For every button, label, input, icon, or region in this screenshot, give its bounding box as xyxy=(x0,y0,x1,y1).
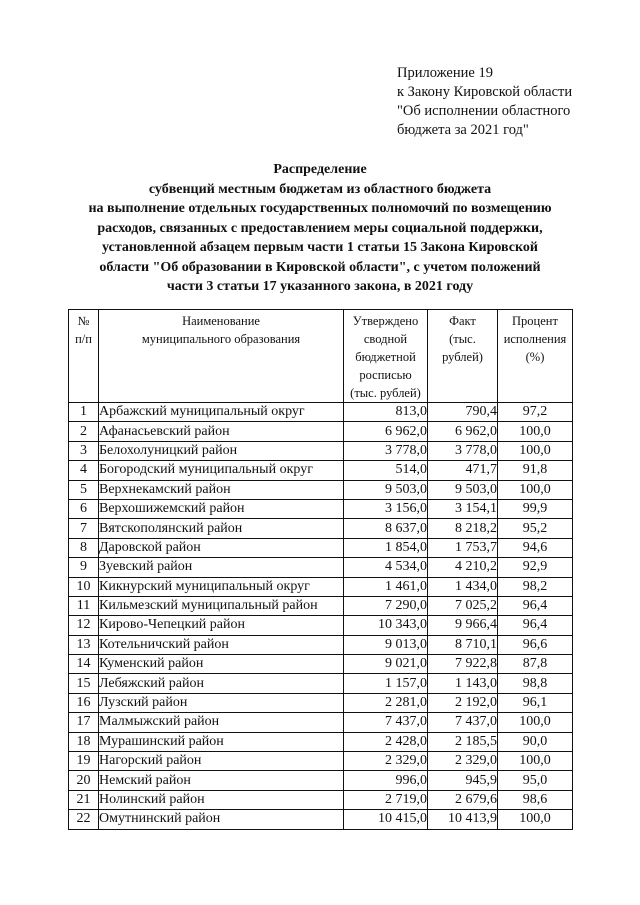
approved-amount: 2 719,0 xyxy=(344,790,428,809)
subvention-table xyxy=(68,309,573,830)
table-row xyxy=(69,403,573,422)
row-number: 13 xyxy=(69,635,99,654)
municipality-name: Вятскополянский район xyxy=(99,519,344,538)
actual-amount: 7 025,2 xyxy=(428,596,498,615)
header-fact: Факт (тыс. рублей) xyxy=(428,310,498,403)
approved-amount: 4 534,0 xyxy=(344,558,428,577)
municipality-name: Кильмезский муниципальный район xyxy=(99,596,344,615)
row-number: 15 xyxy=(69,674,99,693)
execution-percent: 95,2 xyxy=(498,519,573,538)
document-title xyxy=(40,160,600,297)
approved-amount: 996,0 xyxy=(344,771,428,790)
actual-amount: 9 503,0 xyxy=(428,480,498,499)
actual-amount: 6 962,0 xyxy=(428,422,498,441)
approved-amount: 6 962,0 xyxy=(344,422,428,441)
approved-amount: 2 329,0 xyxy=(344,752,428,771)
execution-percent: 92,9 xyxy=(498,558,573,577)
table-row xyxy=(69,655,573,674)
table-row xyxy=(69,810,573,829)
municipality-name: Богородский муниципальный округ xyxy=(99,461,344,480)
row-number: 3 xyxy=(69,441,99,460)
actual-amount: 945,9 xyxy=(428,771,498,790)
table-row xyxy=(69,674,573,693)
actual-amount: 3 154,1 xyxy=(428,499,498,518)
execution-percent: 100,0 xyxy=(498,810,573,829)
row-number: 17 xyxy=(69,713,99,732)
execution-percent: 97,2 xyxy=(498,403,573,422)
row-number: 2 xyxy=(69,422,99,441)
execution-percent: 100,0 xyxy=(498,752,573,771)
execution-percent: 100,0 xyxy=(498,441,573,460)
table-row xyxy=(69,558,573,577)
actual-amount: 7 922,8 xyxy=(428,655,498,674)
title-line: на выполнение отдельных государственных полномочий по возмещению xyxy=(88,201,552,216)
approved-amount: 1 854,0 xyxy=(344,538,428,557)
municipality-name: Даровской район xyxy=(99,538,344,557)
execution-percent: 95,0 xyxy=(498,771,573,790)
execution-percent: 96,4 xyxy=(498,596,573,615)
appendix-line: Приложение 19 xyxy=(397,65,493,81)
approved-amount: 10 415,0 xyxy=(344,810,428,829)
actual-amount: 2 185,5 xyxy=(428,732,498,751)
table-row xyxy=(69,693,573,712)
execution-percent: 100,0 xyxy=(498,480,573,499)
row-number: 19 xyxy=(69,752,99,771)
municipality-name: Арбажский муниципальный округ xyxy=(99,403,344,422)
actual-amount: 10 413,9 xyxy=(428,810,498,829)
table-header-row xyxy=(69,310,573,403)
municipality-name: Куменский район xyxy=(99,655,344,674)
approved-amount: 2 281,0 xyxy=(344,693,428,712)
header-name: Наименование муниципального образования xyxy=(99,310,344,403)
title-line: установленной абзацем первым части 1 статьи 15 Закона Кировской xyxy=(102,240,538,255)
execution-percent: 96,4 xyxy=(498,616,573,635)
appendix-line: к Закону Кировской области xyxy=(397,84,573,100)
title-line: расходов, связанных с предоставлением меры социальной поддержки, xyxy=(97,220,543,236)
execution-percent: 87,8 xyxy=(498,655,573,674)
execution-percent: 98,2 xyxy=(498,577,573,596)
execution-percent: 100,0 xyxy=(498,422,573,441)
approved-amount: 9 021,0 xyxy=(344,655,428,674)
execution-percent: 90,0 xyxy=(498,732,573,751)
approved-amount: 3 156,0 xyxy=(344,499,428,518)
actual-amount: 7 437,0 xyxy=(428,713,498,732)
approved-amount: 1 461,0 xyxy=(344,577,428,596)
appendix-reference xyxy=(397,64,572,140)
row-number: 7 xyxy=(69,519,99,538)
municipality-name: Верхнекамский район xyxy=(99,480,344,499)
approved-amount: 9 503,0 xyxy=(344,480,428,499)
municipality-name: Афанасьевский район xyxy=(99,422,344,441)
row-number: 6 xyxy=(69,499,99,518)
title-line: Распределение xyxy=(273,162,367,177)
execution-percent: 91,8 xyxy=(498,461,573,480)
municipality-name: Нагорский район xyxy=(99,752,344,771)
title-line: субвенций местным бюджетам из областного бюджета xyxy=(148,181,492,197)
row-number: 12 xyxy=(69,616,99,635)
municipality-name: Котельничский район xyxy=(99,635,344,654)
table-row xyxy=(69,596,573,615)
row-number: 8 xyxy=(69,538,99,557)
actual-amount: 2 329,0 xyxy=(428,752,498,771)
actual-amount: 2 192,0 xyxy=(428,693,498,712)
row-number: 14 xyxy=(69,655,99,674)
actual-amount: 471,7 xyxy=(428,461,498,480)
municipality-name: Нолинский район xyxy=(99,790,344,809)
table-row xyxy=(69,616,573,635)
approved-amount: 7 437,0 xyxy=(344,713,428,732)
header-approved: Утверждено сводной бюджетной росписью (тыс. рублей) xyxy=(344,310,428,403)
row-number: 4 xyxy=(69,461,99,480)
table-row xyxy=(69,441,573,460)
execution-percent: 94,6 xyxy=(498,538,573,557)
appendix-line: "Об исполнении областного xyxy=(397,103,571,119)
actual-amount: 8 218,2 xyxy=(428,519,498,538)
execution-percent: 98,6 xyxy=(498,790,573,809)
row-number: 10 xyxy=(69,577,99,596)
actual-amount: 4 210,2 xyxy=(428,558,498,577)
execution-percent: 100,0 xyxy=(498,713,573,732)
execution-percent: 99,9 xyxy=(498,499,573,518)
row-number: 21 xyxy=(69,790,99,809)
municipality-name: Кикнурский муниципальный округ xyxy=(99,577,344,596)
row-number: 1 xyxy=(69,403,99,422)
header-number: № п/п xyxy=(69,310,99,403)
municipality-name: Малмыжский район xyxy=(99,713,344,732)
actual-amount: 1 434,0 xyxy=(428,577,498,596)
execution-percent: 98,8 xyxy=(498,674,573,693)
approved-amount: 3 778,0 xyxy=(344,441,428,460)
row-number: 18 xyxy=(69,732,99,751)
table-row xyxy=(69,790,573,809)
table-row xyxy=(69,752,573,771)
table-row xyxy=(69,461,573,480)
table-row xyxy=(69,771,573,790)
approved-amount: 10 343,0 xyxy=(344,616,428,635)
actual-amount: 3 778,0 xyxy=(428,441,498,460)
approved-amount: 9 013,0 xyxy=(344,635,428,654)
table-row xyxy=(69,635,573,654)
table-row xyxy=(69,480,573,499)
row-number: 16 xyxy=(69,693,99,712)
actual-amount: 1 143,0 xyxy=(428,674,498,693)
row-number: 11 xyxy=(69,596,99,615)
table-row xyxy=(69,732,573,751)
actual-amount: 790,4 xyxy=(428,403,498,422)
row-number: 22 xyxy=(69,810,99,829)
table-body xyxy=(69,403,573,830)
approved-amount: 813,0 xyxy=(344,403,428,422)
actual-amount: 9 966,4 xyxy=(428,616,498,635)
approved-amount: 1 157,0 xyxy=(344,674,428,693)
actual-amount: 8 710,1 xyxy=(428,635,498,654)
municipality-name: Зуевский район xyxy=(99,558,344,577)
table-row xyxy=(69,577,573,596)
row-number: 5 xyxy=(69,480,99,499)
table-row xyxy=(69,499,573,518)
municipality-name: Кирово-Чепецкий район xyxy=(99,616,344,635)
appendix-line: бюджета за 2021 год" xyxy=(397,122,529,138)
approved-amount: 8 637,0 xyxy=(344,519,428,538)
municipality-name: Лузский район xyxy=(99,693,344,712)
execution-percent: 96,6 xyxy=(498,635,573,654)
table-row xyxy=(69,519,573,538)
actual-amount: 2 679,6 xyxy=(428,790,498,809)
execution-percent: 96,1 xyxy=(498,693,573,712)
municipality-name: Омутнинский район xyxy=(99,810,344,829)
table-row xyxy=(69,538,573,557)
row-number: 9 xyxy=(69,558,99,577)
municipality-name: Мурашинский район xyxy=(99,732,344,751)
title-line: области "Об образовании в Кировской области", с учетом положений xyxy=(99,259,541,275)
table-row xyxy=(69,422,573,441)
actual-amount: 1 753,7 xyxy=(428,538,498,557)
approved-amount: 514,0 xyxy=(344,461,428,480)
header-percent: Процент исполнения (%) xyxy=(498,310,573,403)
approved-amount: 2 428,0 xyxy=(344,732,428,751)
municipality-name: Немский район xyxy=(99,771,344,790)
municipality-name: Верхошижемский район xyxy=(99,499,344,518)
title-line: части 3 статьи 17 указанного закона, в 2021 году xyxy=(166,279,474,294)
row-number: 20 xyxy=(69,771,99,790)
municipality-name: Лебяжский район xyxy=(99,674,344,693)
table-row xyxy=(69,713,573,732)
municipality-name: Белохолуницкий район xyxy=(99,441,344,460)
approved-amount: 7 290,0 xyxy=(344,596,428,615)
